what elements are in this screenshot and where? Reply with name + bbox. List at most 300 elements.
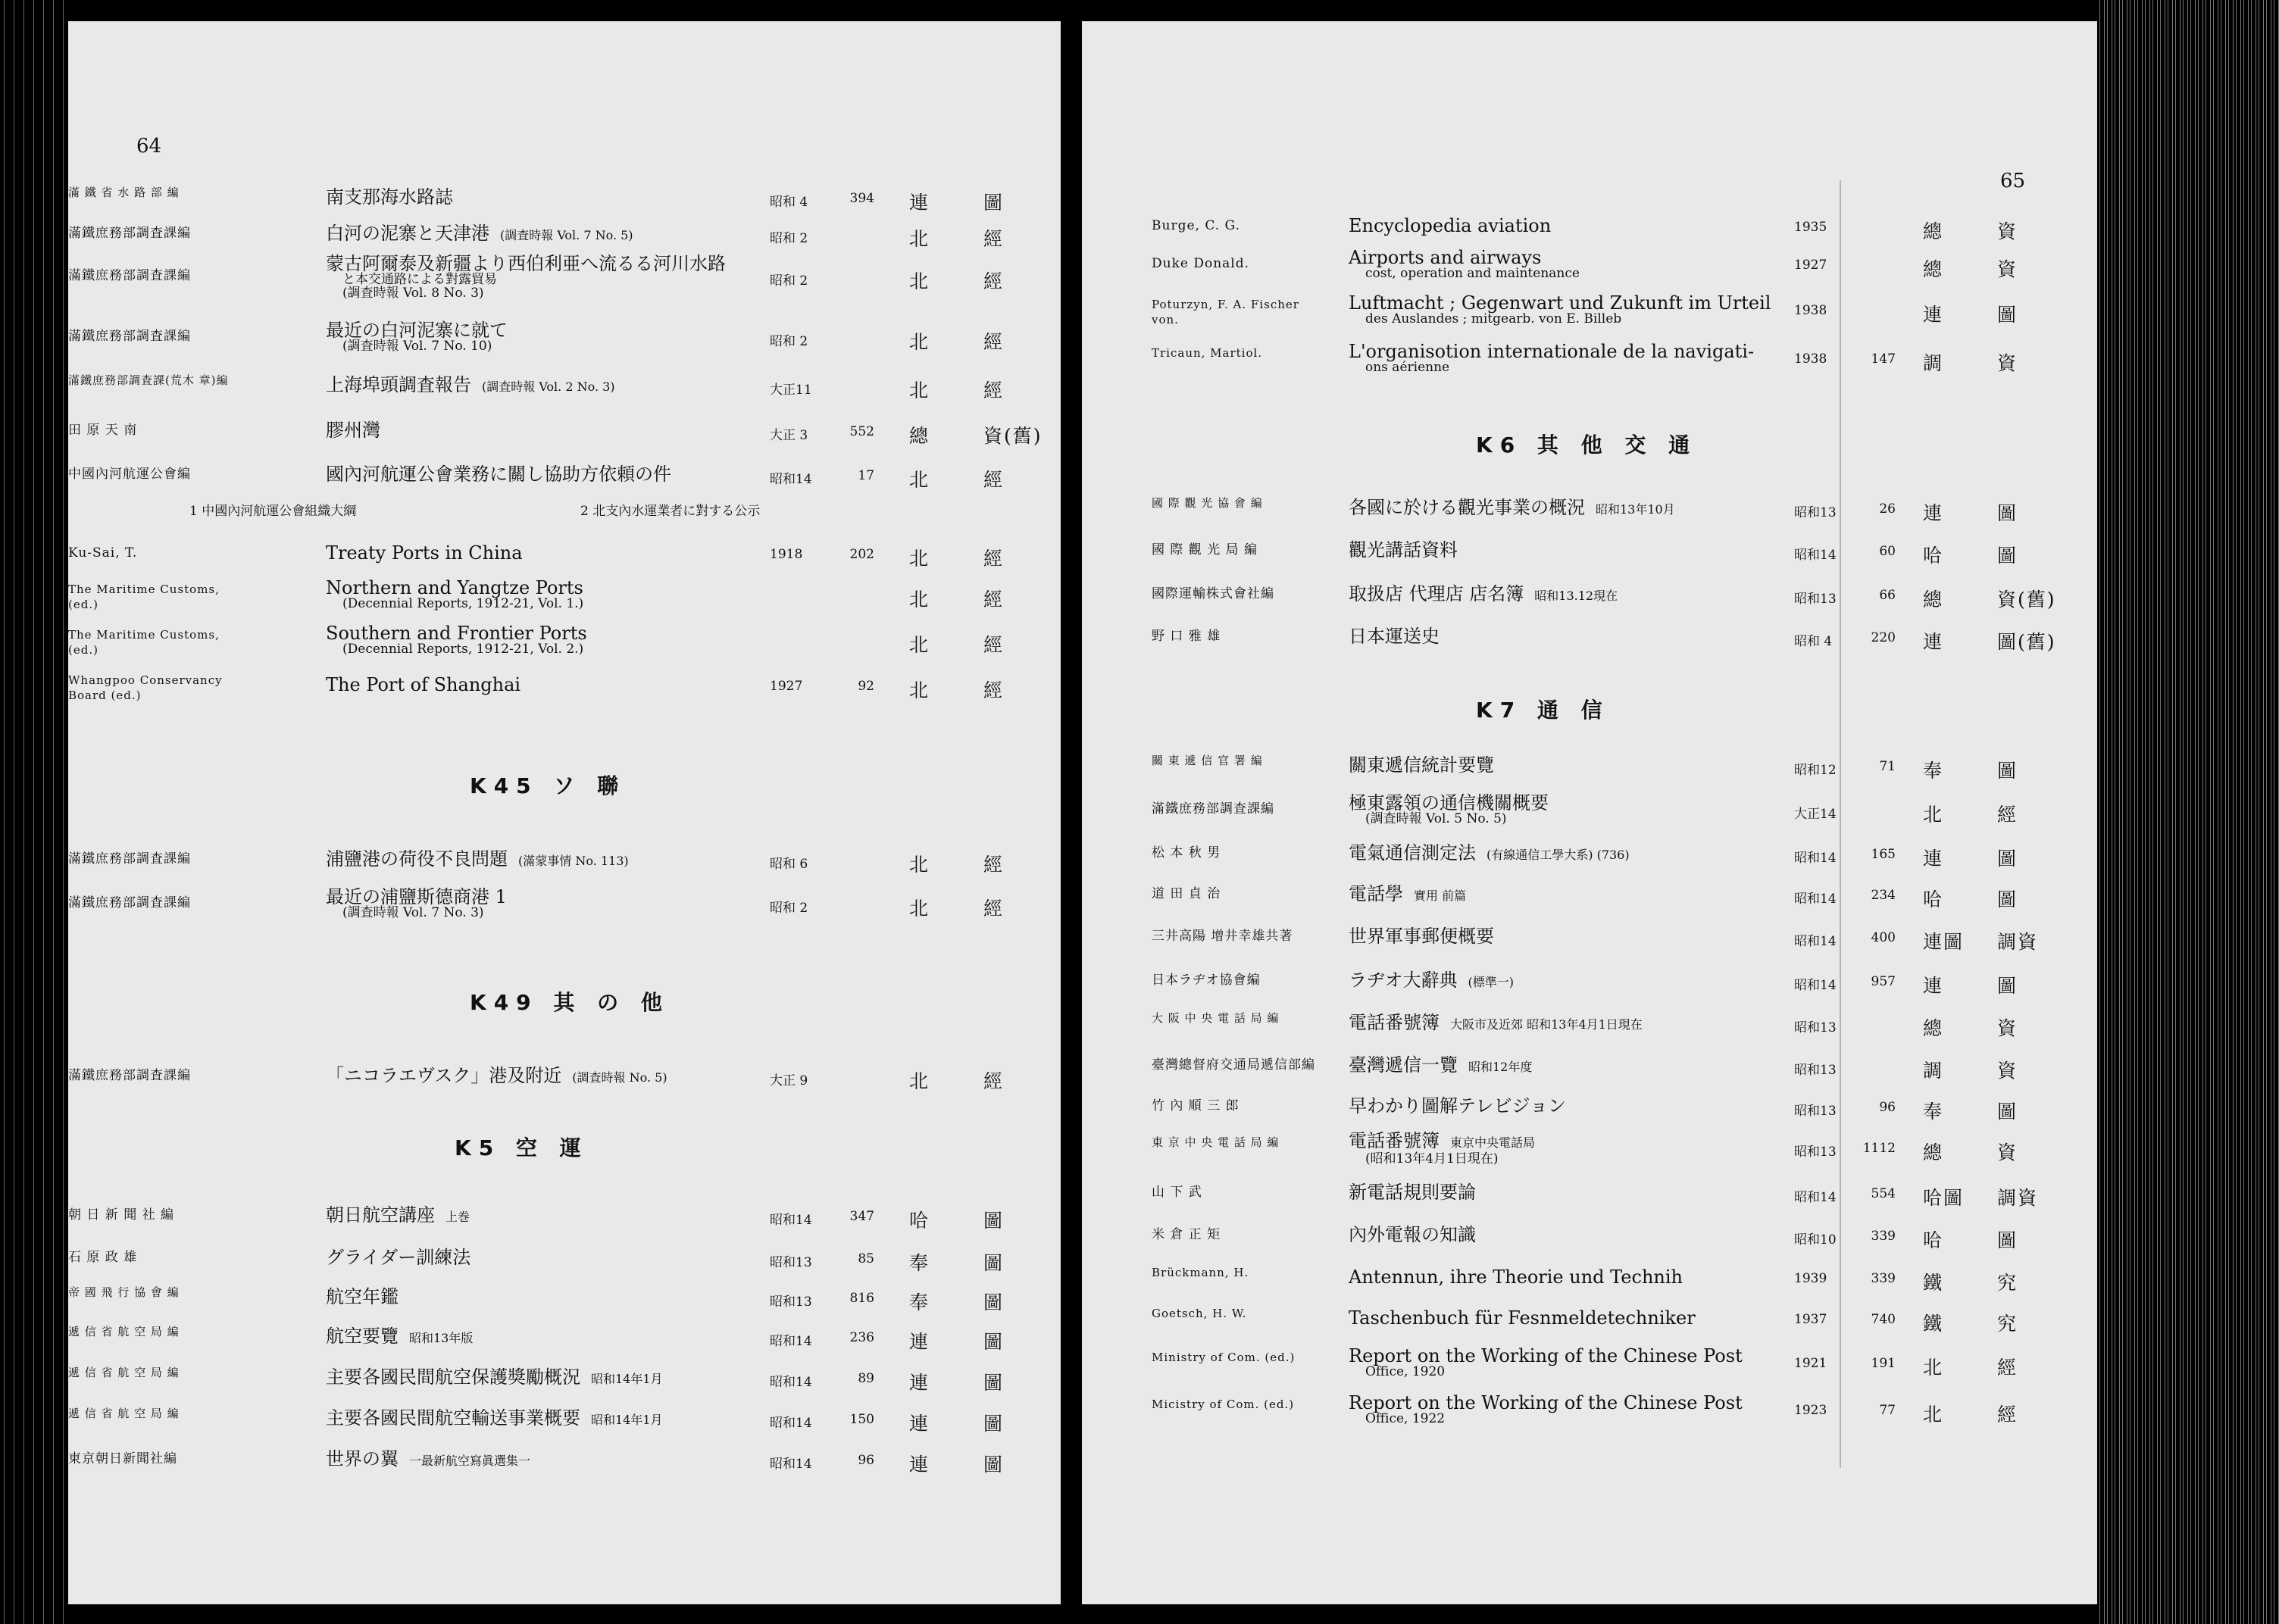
entry-author: 滿鐵庶務部調査課編 bbox=[68, 1068, 191, 1083]
catalog-entry bbox=[1082, 1266, 2097, 1309]
entry-year: 昭和 2 bbox=[770, 273, 808, 289]
entry-year: 昭和14 bbox=[770, 1334, 812, 1349]
section-heading-k5: K5 空 運 bbox=[455, 1135, 589, 1160]
entry-title bbox=[1349, 541, 1458, 559]
entry-pages: 347 bbox=[849, 1209, 874, 1224]
entry-title-note: (有線通信工學大系) (736) bbox=[1487, 848, 1630, 862]
entry-title-text: 世界の翼 bbox=[326, 1448, 399, 1469]
entry-author: 遞 信 省 航 空 局 編 bbox=[68, 1325, 180, 1338]
entry-title-note: 昭和14年1月 bbox=[591, 1413, 663, 1427]
entry-category: 經 bbox=[1997, 1404, 2018, 1426]
entry-title-text: 早わかり圖解テレビジョン bbox=[1349, 1095, 1567, 1116]
entry-title-text: 航空要覽 bbox=[326, 1326, 399, 1347]
entry-location: 北 bbox=[909, 589, 930, 611]
entry-location: 北 bbox=[1923, 804, 1944, 826]
entry-title bbox=[326, 624, 587, 656]
entry-title bbox=[326, 376, 615, 396]
entry-title bbox=[326, 1288, 399, 1306]
entry-title bbox=[326, 321, 508, 353]
entry-title bbox=[326, 421, 380, 439]
entry-year: 1937 bbox=[1794, 1312, 1827, 1327]
entry-year: 昭和14 bbox=[1794, 548, 1837, 563]
entry-year: 昭和 2 bbox=[770, 901, 808, 916]
entry-location: 連 bbox=[1923, 502, 1944, 524]
entry-year: 昭和13 bbox=[1794, 505, 1837, 520]
entry-pages: 89 bbox=[858, 1371, 874, 1386]
entry-year: 昭和14 bbox=[770, 1375, 812, 1390]
entry-location: 北 bbox=[909, 898, 930, 920]
entry-author: Burge, C. G. bbox=[1152, 218, 1240, 233]
entry-author: 三井高陽 增井幸雄共著 bbox=[1152, 929, 1293, 944]
entry-location: 北 bbox=[909, 854, 930, 876]
entry-location: 連 bbox=[1923, 975, 1944, 997]
entry-author: Ministry of Com. (ed.) bbox=[1152, 1351, 1296, 1364]
catalog-entry bbox=[68, 577, 1061, 626]
entry-author: 米 倉 正 矩 bbox=[1152, 1227, 1221, 1242]
entry-title-subline: (Decennial Reports, 1912-21, Vol. 2.) bbox=[342, 642, 584, 657]
catalog-entry bbox=[1082, 792, 2097, 841]
entry-location: 總 bbox=[1923, 1017, 1944, 1039]
entry-title-note: (調査時報 No. 5) bbox=[572, 1070, 667, 1085]
entry-title bbox=[1349, 1132, 1535, 1166]
entry-title-text: 觀光講話資料 bbox=[1349, 539, 1458, 561]
entry-title bbox=[326, 1327, 473, 1348]
entry-pages: 234 bbox=[1871, 888, 1896, 903]
entry-pages: 1112 bbox=[1862, 1141, 1896, 1156]
catalog-entry bbox=[68, 1448, 1061, 1491]
entry-category: 資 bbox=[1997, 1141, 2018, 1163]
entry-title bbox=[1349, 794, 1549, 826]
catalog-entry bbox=[1082, 1130, 2097, 1179]
entry-title bbox=[1349, 1309, 1696, 1327]
catalog-entry bbox=[1082, 1224, 2097, 1266]
entry-pages: 339 bbox=[1871, 1271, 1896, 1286]
entry-year: 昭和14 bbox=[1794, 892, 1837, 907]
left-page bbox=[68, 21, 1061, 1604]
entry-title bbox=[326, 1368, 663, 1388]
entry-location: 北 bbox=[909, 270, 930, 292]
catalog-entry bbox=[1082, 883, 2097, 926]
entry-author: 關 東 遞 信 官 署 編 bbox=[1152, 754, 1263, 767]
entry-category: 調資 bbox=[1997, 1187, 2039, 1209]
entry-category: 資(舊) bbox=[983, 425, 1043, 447]
entry-year: 昭和14 bbox=[1794, 978, 1837, 993]
entry-title-text: Luftmacht ; Gegenwart und Zukunft im Urteil bbox=[1349, 292, 1771, 314]
entry-location: 哈 bbox=[909, 1210, 930, 1232]
entry-pages: 26 bbox=[1879, 501, 1896, 517]
entry-author: The Maritime Customs, (ed.) bbox=[68, 628, 220, 657]
entry-location: 奉 bbox=[909, 1291, 930, 1313]
entry-pages: 236 bbox=[849, 1330, 874, 1345]
entry-category: 圖 bbox=[1997, 502, 2018, 524]
entry-category: 圖 bbox=[1997, 889, 2018, 910]
section-heading-k6: K6 其 他 交 通 bbox=[1476, 433, 1698, 458]
entry-title-subline: Office, 1922 bbox=[1365, 1411, 1446, 1426]
entry-author: 滿鐵庶務部調査課(荒木 章)編 bbox=[68, 373, 229, 387]
entry-title bbox=[326, 1067, 667, 1087]
catalog-entry bbox=[1082, 583, 2097, 626]
entry-title bbox=[1349, 1056, 1532, 1076]
entry-category: 經 bbox=[983, 634, 1005, 656]
entry-year: 昭和13 bbox=[770, 1295, 812, 1310]
entry-title-note: 大阪市及近郊 昭和13年4月1日現在 bbox=[1450, 1017, 1643, 1032]
catalog-entry bbox=[68, 320, 1061, 368]
entry-title bbox=[326, 1450, 530, 1470]
entry-pages: 394 bbox=[849, 191, 874, 206]
entry-category: 經 bbox=[983, 379, 1005, 401]
catalog-entry bbox=[1082, 247, 2097, 295]
entry-author: Poturzyn, F. A. Fischer von. bbox=[1152, 298, 1299, 326]
catalog-entry bbox=[1082, 754, 2097, 797]
entry-location: 北 bbox=[909, 548, 930, 570]
entry-author: Tricaun, Martiol. bbox=[1152, 346, 1263, 360]
entry-pages: 220 bbox=[1871, 630, 1896, 645]
catalog-entry bbox=[68, 253, 1061, 308]
entry-category: 圖 bbox=[1997, 1229, 2018, 1251]
entry-title-text: 電話番號簿 bbox=[1349, 1130, 1440, 1151]
entry-author: 田 原 天 南 bbox=[68, 423, 138, 438]
entry-year: 1921 bbox=[1794, 1356, 1827, 1371]
entry-title bbox=[326, 676, 521, 694]
entry-category: 經 bbox=[983, 854, 1005, 876]
entry-location: 北 bbox=[909, 679, 930, 701]
entry-title-note: (標準一) bbox=[1468, 975, 1515, 989]
entry-title-text: 朝日航空講座 bbox=[326, 1204, 435, 1226]
entry-title-subline: des Auslandes ; mitgearb. von E. Billeb bbox=[1365, 311, 1622, 326]
catalog-entry bbox=[68, 1366, 1061, 1409]
entry-year: 昭和14 bbox=[770, 472, 812, 487]
entry-category: 圖 bbox=[983, 1252, 1005, 1274]
entry-category: 經 bbox=[983, 469, 1005, 491]
entry-author: 國際運輸株式會社編 bbox=[1152, 586, 1274, 601]
entry-year: 昭和12 bbox=[1794, 763, 1837, 778]
entry-title bbox=[1349, 342, 1754, 374]
entry-title-text: Northern and Yangtze Ports bbox=[326, 577, 583, 598]
catalog-entry bbox=[1082, 626, 2097, 668]
entry-title bbox=[326, 579, 583, 611]
entry-title-text: 極東露領の通信機關概要 bbox=[1349, 792, 1549, 814]
catalog-entry bbox=[68, 1326, 1061, 1368]
entry-author: Whangpoo Conservancy Board (ed.) bbox=[68, 673, 223, 702]
entry-title-text: L'organisotion internationale de la navigati- bbox=[1349, 341, 1755, 362]
entry-location: 北 bbox=[909, 228, 930, 250]
entry-title-note: (調査時報 Vol. 2 No. 3) bbox=[482, 379, 615, 394]
entry-title-subline: (調査時報 Vol. 5 No. 5) bbox=[1365, 811, 1507, 826]
entry-title bbox=[1349, 1226, 1476, 1244]
entry-title-text: 膠州灣 bbox=[326, 420, 380, 441]
entry-pages: 202 bbox=[849, 547, 874, 562]
entry-title-text: 各國に於ける觀光事業の概況 bbox=[1349, 497, 1585, 518]
entry-author: 滿鐵庶務部調査課編 bbox=[1152, 801, 1274, 817]
entry-title-note: (調査時報 Vol. 7 No. 5) bbox=[500, 228, 633, 242]
entry-author: 滿鐵庶務部調査課編 bbox=[68, 895, 191, 910]
catalog-entry bbox=[68, 374, 1061, 417]
entry-title bbox=[1349, 756, 1494, 774]
entry-pages: 17 bbox=[858, 468, 874, 483]
entry-category: 經 bbox=[983, 548, 1005, 570]
entry-title-note: 東京中央電話局 bbox=[1450, 1135, 1536, 1150]
catalog-entry bbox=[1082, 1307, 2097, 1350]
entry-pages: 147 bbox=[1871, 351, 1896, 367]
entry-year: 昭和 4 bbox=[770, 195, 808, 210]
entry-location: 連圖 bbox=[1923, 931, 1965, 953]
entry-title bbox=[1349, 627, 1440, 645]
entry-location: 連 bbox=[1923, 631, 1944, 653]
entry-category: 圖 bbox=[983, 1372, 1005, 1394]
entry-location: 哈圖 bbox=[1923, 1187, 1965, 1209]
entry-author: 遞 信 省 航 空 局 編 bbox=[68, 1366, 180, 1379]
entry-title bbox=[326, 188, 453, 206]
entry-title bbox=[1349, 585, 1618, 605]
entry-category: 經 bbox=[1997, 1357, 2018, 1379]
entry-year: 1927 bbox=[1794, 258, 1827, 273]
entry-category: 資 bbox=[1997, 258, 2018, 280]
entry-title-text: Treaty Ports in China bbox=[326, 542, 523, 564]
column-divider bbox=[1840, 180, 1841, 1468]
entry-category: 圖 bbox=[983, 1210, 1005, 1232]
entry-title-text: ラヂオ大辭典 bbox=[1349, 970, 1458, 991]
entry-title-subline: (Decennial Reports, 1912-21, Vol. 1.) bbox=[342, 596, 584, 611]
entry-year: 昭和13 bbox=[1794, 1145, 1837, 1160]
entry-year: 昭和13 bbox=[1794, 592, 1837, 607]
entry-category: 調資 bbox=[1997, 931, 2039, 953]
entry-pages: 191 bbox=[1871, 1356, 1896, 1371]
entry-title-text: グライダー訓練法 bbox=[326, 1247, 471, 1268]
entry-title-text: 上海埠頭調査報告 bbox=[326, 374, 471, 395]
entry-year: 昭和14 bbox=[770, 1213, 812, 1228]
catalog-entry bbox=[68, 623, 1061, 671]
entry-pages: 957 bbox=[1871, 974, 1896, 989]
entry-title bbox=[1349, 1268, 1683, 1286]
catalog-entry bbox=[68, 848, 1061, 891]
catalog-entry bbox=[1082, 1012, 2097, 1054]
entry-year: 昭和14 bbox=[770, 1416, 812, 1431]
catalog-entry bbox=[68, 886, 1061, 935]
entry-title bbox=[326, 1206, 470, 1226]
entry-author: 中國內河航運公會編 bbox=[68, 467, 191, 482]
catalog-entry bbox=[68, 1247, 1061, 1289]
scan-left-border bbox=[0, 0, 68, 1624]
entry-location: 連 bbox=[909, 192, 930, 214]
entry-title bbox=[1349, 844, 1630, 864]
catalog-entry bbox=[1082, 1345, 2097, 1394]
entry-title-text: 白河の泥寨と天津港 bbox=[326, 223, 489, 244]
entry-pages: 552 bbox=[849, 424, 874, 439]
entry-author: 臺灣總督府交通局遞信部編 bbox=[1152, 1057, 1315, 1073]
entry-location: 鐵 bbox=[1923, 1313, 1944, 1335]
catalog-entry bbox=[1082, 539, 2097, 582]
entry-author: 東京朝日新聞社編 bbox=[68, 1451, 177, 1466]
entry-title-subline: cost, operation and maintenance bbox=[1365, 266, 1580, 281]
entry-category: 經 bbox=[983, 228, 1005, 250]
entry-title bbox=[1349, 1347, 1743, 1379]
entry-title-note: 昭和13.12現在 bbox=[1534, 589, 1618, 603]
entry-year: 大正 3 bbox=[770, 428, 808, 443]
entry-title-text: 浦鹽港の荷役不良問題 bbox=[326, 848, 508, 870]
entry-category: 圖 bbox=[983, 192, 1005, 214]
entry-location: 連 bbox=[909, 1331, 930, 1353]
entry-year: 昭和13 bbox=[1794, 1063, 1837, 1078]
entry-location: 哈 bbox=[1923, 889, 1944, 910]
entry-title bbox=[326, 224, 633, 245]
entry-title bbox=[326, 888, 507, 920]
catalog-entry bbox=[1082, 1095, 2097, 1138]
catalog-entry bbox=[1082, 341, 2097, 389]
entry-category: 究 bbox=[1997, 1313, 2018, 1335]
entry-author: 大 阪 中 央 電 話 局 編 bbox=[1152, 1011, 1280, 1025]
entry-year: 1923 bbox=[1794, 1403, 1827, 1418]
catalog-entry bbox=[1082, 497, 2097, 539]
entry-location: 奉 bbox=[909, 1252, 930, 1274]
entry-title-subline: (調査時報 Vol. 8 No. 3) bbox=[342, 286, 484, 301]
entry-title bbox=[1349, 971, 1514, 992]
entry-title-note: (滿蒙事情 No. 113) bbox=[518, 854, 629, 868]
entry-title-text: 電氣通信測定法 bbox=[1349, 842, 1476, 864]
entry-category: 圖 bbox=[1997, 760, 2018, 782]
entry-author: Goetsch, H. W. bbox=[1152, 1307, 1247, 1320]
entry-title-note: 實用 前篇 bbox=[1414, 889, 1467, 903]
entry-location: 哈 bbox=[1923, 545, 1944, 567]
entry-location: 北 bbox=[909, 634, 930, 656]
entry-title-note: 昭和13年版 bbox=[409, 1331, 474, 1345]
entry-year: 1938 bbox=[1794, 303, 1827, 318]
entry-pages: 96 bbox=[1879, 1100, 1896, 1115]
entry-title bbox=[1349, 294, 1771, 326]
entry-title-text: 日本運送史 bbox=[1349, 626, 1440, 647]
entry-location: 連 bbox=[1923, 848, 1944, 870]
entry-location: 北 bbox=[909, 379, 930, 401]
entry-location: 總 bbox=[1923, 1141, 1944, 1163]
entry-year: 1939 bbox=[1794, 1271, 1827, 1286]
entry-author: 竹 內 順 三 郎 bbox=[1152, 1098, 1240, 1113]
catalog-entry bbox=[1082, 926, 2097, 968]
catalog-entry bbox=[68, 1065, 1061, 1107]
entry-author: 滿 鐵 省 水 路 部 編 bbox=[68, 186, 180, 199]
right-page bbox=[1082, 21, 2097, 1604]
section-heading-k7: K7 通 信 bbox=[1476, 698, 1610, 723]
entry-title-text: Antennun, ihre Theorie und Technih bbox=[1349, 1266, 1683, 1288]
entry-location: 北 bbox=[1923, 1404, 1944, 1426]
entry-title bbox=[1349, 885, 1466, 905]
entry-title bbox=[326, 1248, 470, 1266]
entry-title-text: The Port of Shanghai bbox=[326, 674, 521, 695]
entry-category: 經 bbox=[983, 589, 1005, 611]
entry-title-note: 昭和14年1月 bbox=[591, 1372, 663, 1386]
entry-year: 大正11 bbox=[770, 383, 812, 398]
entry-category: 圖 bbox=[983, 1454, 1005, 1476]
entry-location: 總 bbox=[909, 425, 930, 447]
entry-author: 國 際 觀 光 局 編 bbox=[1152, 542, 1258, 557]
catalog-entry bbox=[1082, 1182, 2097, 1224]
entry-year: 1935 bbox=[1794, 220, 1827, 235]
entry-location: 總 bbox=[1923, 220, 1944, 242]
entry-pages: 400 bbox=[1871, 930, 1896, 945]
entry-pages: 92 bbox=[858, 679, 874, 694]
catalog-entry bbox=[68, 1407, 1061, 1450]
entry-author: The Maritime Customs, (ed.) bbox=[68, 582, 220, 611]
entry-title-subline: (調査時報 Vol. 7 No. 3) bbox=[342, 905, 484, 920]
entry-year: 昭和14 bbox=[1794, 934, 1837, 949]
entry-author: 滿鐵庶務部調査課編 bbox=[68, 329, 191, 344]
entry-year: 1938 bbox=[1794, 351, 1827, 367]
catalog-entry bbox=[68, 1286, 1061, 1329]
entry-title-subline: と本交通路による對露貿易 bbox=[342, 272, 497, 287]
entry-year: 1927 bbox=[770, 679, 803, 694]
entry-year: 1918 bbox=[770, 547, 803, 562]
entry-year: 昭和 6 bbox=[770, 857, 808, 872]
entry-category: 資 bbox=[1997, 1060, 2018, 1082]
entry-title bbox=[1349, 1183, 1476, 1201]
entry-title-text: 取扱店 代理店 店名簿 bbox=[1349, 583, 1524, 604]
entry-pages: 71 bbox=[1879, 759, 1896, 774]
entry-location: 連 bbox=[909, 1413, 930, 1435]
catalog-entry bbox=[1082, 1054, 2097, 1097]
entry-title bbox=[326, 255, 726, 300]
page-number-right: 65 bbox=[2000, 170, 2026, 192]
entry-year: 昭和13 bbox=[770, 1255, 812, 1270]
entry-location: 調 bbox=[1923, 1060, 1944, 1082]
scan-right-border bbox=[2097, 0, 2279, 1624]
entry-category: 圖 bbox=[1997, 304, 2018, 326]
entry-category: 圖 bbox=[983, 1331, 1005, 1353]
entry-title-text: 航空年鑑 bbox=[326, 1286, 399, 1307]
catalog-entry bbox=[68, 674, 1061, 717]
entry-location: 總 bbox=[1923, 589, 1944, 611]
entry-author: 東 京 中 央 電 話 局 編 bbox=[1152, 1135, 1280, 1149]
entry-title bbox=[326, 465, 671, 483]
entry-year: 昭和 2 bbox=[770, 334, 808, 349]
catalog-entry bbox=[1082, 1392, 2097, 1441]
entry-title bbox=[1349, 1013, 1643, 1034]
section-heading-k49: K49 其 の 他 bbox=[470, 990, 670, 1015]
entry-location: 北 bbox=[1923, 1357, 1944, 1379]
entry-title-subline: Office, 1920 bbox=[1365, 1364, 1446, 1379]
entry-author: 帝 國 飛 行 協 會 編 bbox=[68, 1285, 180, 1299]
entry-title-text: Southern and Frontier Ports bbox=[326, 623, 587, 644]
section-heading-k45: K45 ソ 聯 bbox=[470, 773, 627, 798]
entry-author: 滿鐵庶務部調査課編 bbox=[68, 226, 191, 241]
entry-title-text: Taschenbuch für Fesnmeldetechniker bbox=[1349, 1307, 1696, 1329]
entry-title-subline: (昭和13年4月1日現在) bbox=[1365, 1151, 1499, 1166]
entry-category: 圖 bbox=[1997, 975, 2018, 997]
entry-category: 圖 bbox=[1997, 545, 2018, 567]
entry-title-text: 主要各國民間航空保護獎勵概況 bbox=[326, 1366, 580, 1388]
entry-location: 總 bbox=[1923, 258, 1944, 280]
catalog-entry bbox=[1082, 292, 2097, 341]
entry-title-subline: (調査時報 Vol. 7 No. 10) bbox=[342, 339, 492, 354]
entry-author: 石 原 政 雄 bbox=[68, 1250, 138, 1265]
entry-title bbox=[326, 544, 523, 562]
entry-category: 圖 bbox=[1997, 848, 2018, 870]
entry-title-text: 最近の白河泥寨に就て bbox=[326, 320, 508, 341]
entry-title bbox=[1349, 1097, 1566, 1115]
entry-author: 國 際 觀 光 協 會 編 bbox=[1152, 496, 1263, 510]
entry-year: 昭和14 bbox=[770, 1457, 812, 1472]
entry-author: 滿鐵庶務部調査課編 bbox=[68, 851, 191, 867]
entry-title-text: 南支那海水路誌 bbox=[326, 186, 453, 208]
entry-year: 大正 9 bbox=[770, 1073, 808, 1088]
page-number-left: 64 bbox=[136, 135, 162, 158]
entry-category: 資 bbox=[1997, 220, 2018, 242]
catalog-entry bbox=[1082, 842, 2097, 885]
entry-author: 松 本 秋 男 bbox=[1152, 845, 1221, 860]
entry-year: 昭和10 bbox=[1794, 1232, 1837, 1248]
entry-author: Duke Donald. bbox=[1152, 256, 1250, 271]
subnote-item: 2 北支內水運業者に對する公示 bbox=[580, 504, 761, 519]
entry-location: 哈 bbox=[1923, 1229, 1944, 1251]
entry-title bbox=[1349, 927, 1494, 945]
entry-title-note: 一最新航空寫眞選集一 bbox=[409, 1454, 531, 1468]
